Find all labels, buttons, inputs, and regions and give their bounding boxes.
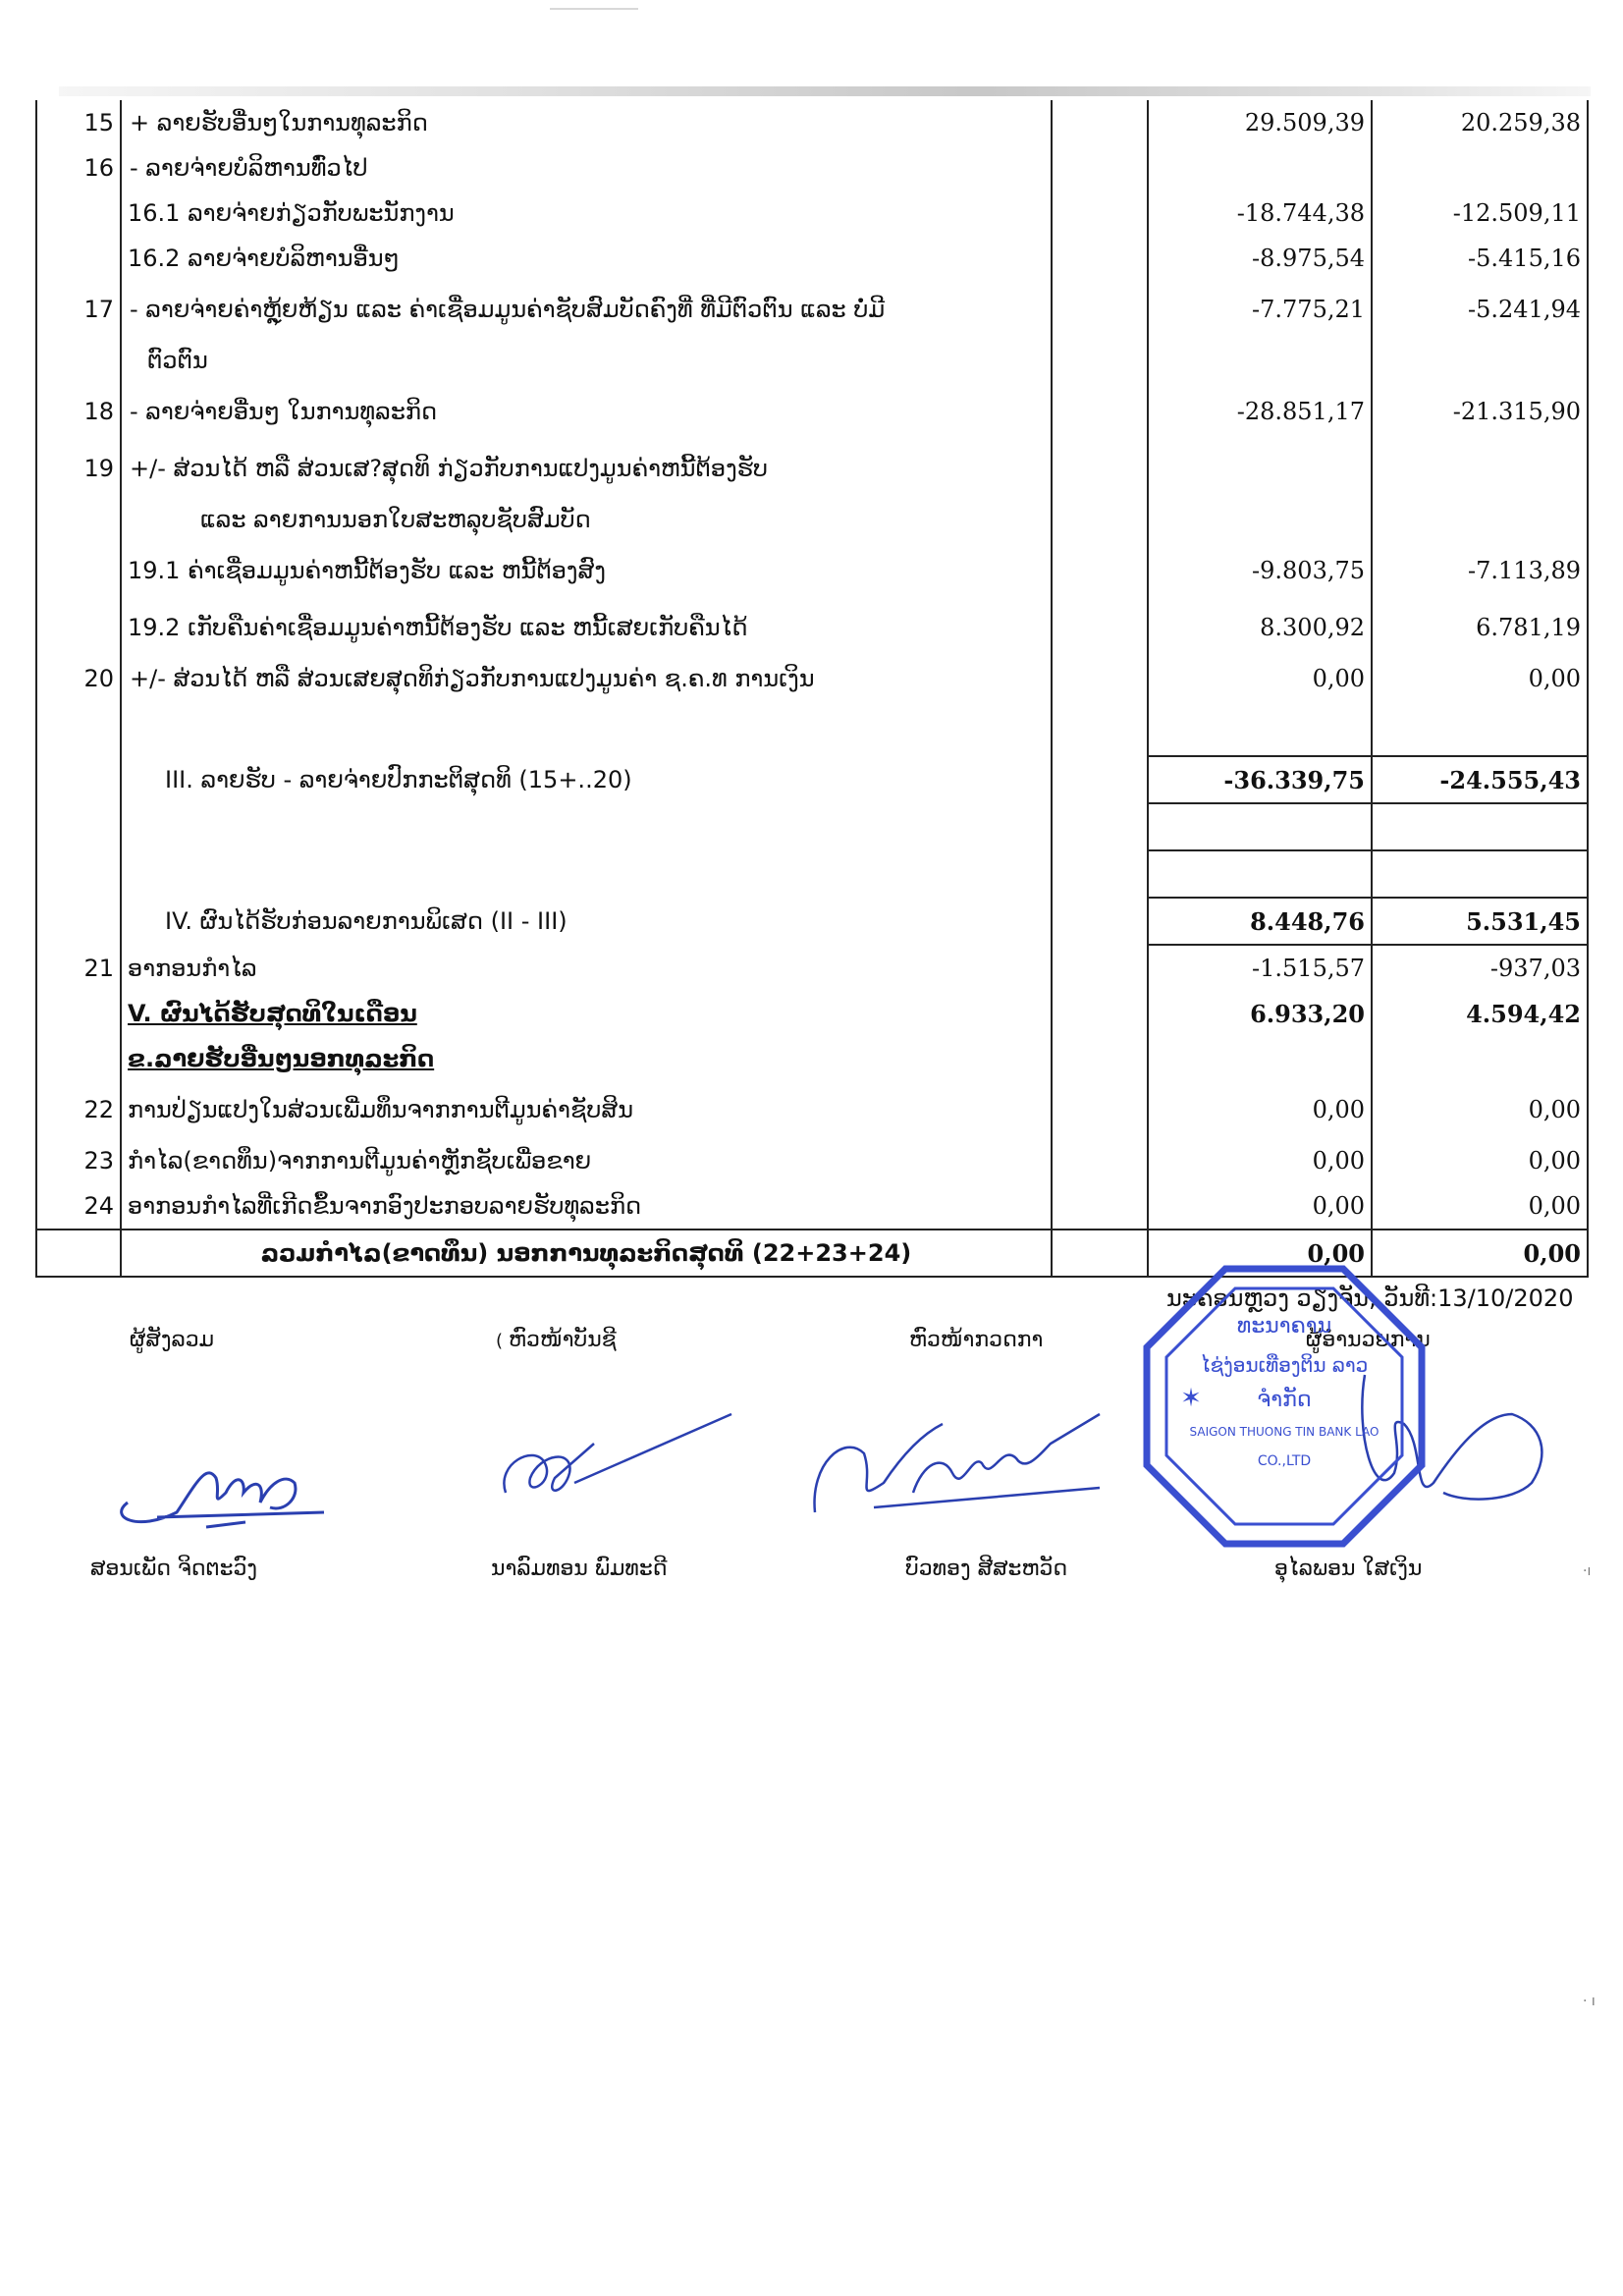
previous-value: -21.315,90 bbox=[1372, 383, 1588, 440]
income-statement-table bbox=[35, 100, 1589, 1278]
current-value: 29.509,39 bbox=[1148, 100, 1372, 145]
current-value bbox=[1148, 497, 1372, 542]
row-description: 16.2 ລາຍຈ່າຍບໍລິຫານອື່ນໆ bbox=[121, 236, 1052, 281]
table-row bbox=[36, 599, 1588, 656]
signature-3 bbox=[805, 1394, 1129, 1542]
net-result-label: V. ຜົນໄດ້ຮັບສຸດທິໃນເດືອນ bbox=[128, 1000, 417, 1027]
row-number bbox=[36, 1230, 121, 1277]
current-value: 8.300,92 bbox=[1148, 599, 1372, 656]
previous-value: 4.594,42 bbox=[1372, 991, 1588, 1036]
note-cell bbox=[1052, 383, 1148, 440]
signatory-title: ຫົວໜ້າກວດກາ bbox=[909, 1328, 1044, 1352]
row-number bbox=[36, 991, 121, 1036]
subtotal-row-v bbox=[36, 991, 1588, 1036]
table-row bbox=[36, 497, 1588, 542]
current-value: 0,00 bbox=[1148, 1183, 1372, 1230]
row-description: III. ລາຍຮັບ - ລາຍຈ່າຍປົກກະຕິສຸດທິ (15+..20) bbox=[121, 756, 1052, 803]
previous-value bbox=[1372, 145, 1588, 191]
table-row bbox=[36, 656, 1588, 701]
previous-value bbox=[1372, 803, 1588, 850]
previous-value: 20.259,38 bbox=[1372, 100, 1588, 145]
signature-1 bbox=[98, 1424, 334, 1542]
row-number bbox=[36, 236, 121, 281]
row-description: +/- ສ່ວນໄດ້ ຫລື ສ່ວນເສ?ສຸດທິ ກ່ຽວກັບການແປງມູນຄ່າຫນີ້ຕ້ອງຮັບ bbox=[121, 440, 1052, 497]
row-number bbox=[36, 898, 121, 945]
note-cell bbox=[1052, 850, 1148, 898]
current-value bbox=[1148, 338, 1372, 383]
row-description bbox=[121, 1036, 1052, 1081]
spacer-row bbox=[36, 701, 1588, 756]
previous-value: -7.113,89 bbox=[1372, 542, 1588, 599]
signatory-name: ສອນເພັດ ຈິດຕະວົງ bbox=[90, 1557, 258, 1581]
note-cell bbox=[1052, 542, 1148, 599]
signature-2 bbox=[486, 1404, 741, 1532]
seal-text-line3: ຈຳກັດ bbox=[1257, 1388, 1312, 1412]
note-cell bbox=[1052, 898, 1148, 945]
current-value: 0,00 bbox=[1148, 1081, 1372, 1138]
subtotal-row-iii bbox=[36, 756, 1588, 803]
place-date-line: ນະຄອນຫຼວງ ວຽງຈັນ, ວັນທີ:13/10/2020 bbox=[1166, 1285, 1574, 1312]
row-description: ອາກອນກຳໄລ bbox=[121, 945, 1052, 991]
note-cell bbox=[1052, 599, 1148, 656]
current-value: -8.975,54 bbox=[1148, 236, 1372, 281]
row-number bbox=[36, 850, 121, 898]
current-value: -9.803,75 bbox=[1148, 542, 1372, 599]
seal-text-line2: ໄຊ່ງ່ອນເທືອງຕິນ ລາວ bbox=[1200, 1353, 1369, 1377]
note-cell bbox=[1052, 1036, 1148, 1081]
table-row bbox=[36, 191, 1588, 236]
scan-edge-strip bbox=[59, 86, 1591, 96]
row-number: 21 bbox=[36, 945, 121, 991]
signatory-name: ອຸໄລພອນ ໃສເງິນ bbox=[1274, 1557, 1423, 1581]
note-cell bbox=[1052, 236, 1148, 281]
current-value: -28.851,17 bbox=[1148, 383, 1372, 440]
note-cell bbox=[1052, 1138, 1148, 1183]
row-number bbox=[36, 1036, 121, 1081]
current-value: 0,00 bbox=[1148, 656, 1372, 701]
signatory-title: ຜູ້ສັງລວມ bbox=[130, 1328, 215, 1352]
row-number: 20 bbox=[36, 656, 121, 701]
current-value: 8.448,76 bbox=[1148, 898, 1372, 945]
table-row bbox=[36, 338, 1588, 383]
seal-text-line4: SAIGON THUONG TIN BANK LAO bbox=[1189, 1425, 1380, 1439]
row-number: 15 bbox=[36, 100, 121, 145]
row-description: - ລາຍຈ່າຍບໍລິຫານທົ່ວໄປ bbox=[121, 145, 1052, 191]
row-description bbox=[121, 701, 1052, 756]
previous-value: -937,03 bbox=[1372, 945, 1588, 991]
row-description: 19.1 ຄ່າເຊື່ອມມູນຄ່າຫນີ້ຕ້ອງຮັບ ແລະ ຫນີ້ຕ້ອງສົງ bbox=[121, 542, 1052, 599]
note-cell bbox=[1052, 100, 1148, 145]
row-description: +/- ສ່ວນໄດ້ ຫລື ສ່ວນເສຍສຸດທິກ່ຽວກັບການແປງມູນຄ່າ ຊ.ຄ.ທ ການເງິນ bbox=[121, 656, 1052, 701]
previous-value bbox=[1372, 850, 1588, 898]
previous-value: 6.781,19 bbox=[1372, 599, 1588, 656]
row-number bbox=[36, 497, 121, 542]
spacer-row bbox=[36, 803, 1588, 850]
seal-text-line1: ທະນາຄານ bbox=[1236, 1314, 1332, 1339]
row-number: 23 bbox=[36, 1138, 121, 1183]
note-cell bbox=[1052, 191, 1148, 236]
row-description: - ລາຍຈ່າຍຄ່າຫຼຸ້ຍຫ້ຽນ ແລະ ຄ່າເຊື່ອມມູນຄ່າຊັບສົມບັດຄົງທີ່ ທີ່ມີຕົວຕົນ ແລະ ບໍ່ມີ bbox=[121, 281, 1052, 338]
note-cell bbox=[1052, 497, 1148, 542]
row-description: ລວມກຳໄລ(ຂາດທຶນ) ນອກການທຸລະກິດສຸດທິ (22+23+24) bbox=[121, 1230, 1052, 1277]
row-description bbox=[121, 850, 1052, 898]
table-row bbox=[36, 945, 1588, 991]
current-value: -36.339,75 bbox=[1148, 756, 1372, 803]
note-cell bbox=[1052, 1230, 1148, 1277]
previous-value: 0,00 bbox=[1372, 1183, 1588, 1230]
company-seal bbox=[1137, 1259, 1432, 1554]
table-row bbox=[36, 236, 1588, 281]
row-description bbox=[121, 803, 1052, 850]
table-row bbox=[36, 383, 1588, 440]
table-row bbox=[36, 145, 1588, 191]
row-number bbox=[36, 338, 121, 383]
note-cell bbox=[1052, 281, 1148, 338]
previous-value bbox=[1372, 1036, 1588, 1081]
previous-value bbox=[1372, 440, 1588, 497]
row-number bbox=[36, 803, 121, 850]
signatory-title-text: ຫົວໜ້າບັນຊີ bbox=[509, 1328, 617, 1352]
row-description bbox=[121, 991, 1052, 1036]
section-b-title: ຂ.ລາຍຮັບອື່ນໆນອກທຸລະກິດ bbox=[128, 1045, 435, 1072]
table-row bbox=[36, 1138, 1588, 1183]
scan-speck: ·ı bbox=[1583, 1563, 1592, 1579]
previous-value: 0,00 bbox=[1372, 1081, 1588, 1138]
pen-mark: ( bbox=[496, 1331, 504, 1351]
row-description: ກຳໄລ(ຂາດທຶນ)ຈາກການຕີມູນຄ່າຫຼັກຊັບເພື່ອຂາຍ bbox=[121, 1138, 1052, 1183]
current-value: 6.933,20 bbox=[1148, 991, 1372, 1036]
note-cell bbox=[1052, 945, 1148, 991]
subtotal-row-iv bbox=[36, 898, 1588, 945]
table-row bbox=[36, 100, 1588, 145]
row-number bbox=[36, 701, 121, 756]
row-description: ການປ່ຽນແປງໃນສ່ວນເພີ່ມທຶນຈາກການຕີມູນຄ່າຊັບສິນ bbox=[121, 1081, 1052, 1138]
row-number: 22 bbox=[36, 1081, 121, 1138]
previous-value bbox=[1372, 701, 1588, 756]
current-value bbox=[1148, 440, 1372, 497]
scan-speck: · ı bbox=[1583, 1994, 1596, 2009]
note-cell bbox=[1052, 803, 1148, 850]
current-value bbox=[1148, 145, 1372, 191]
seal-star-icon: ✶ bbox=[1180, 1384, 1202, 1413]
previous-value bbox=[1372, 338, 1588, 383]
note-cell bbox=[1052, 1183, 1148, 1230]
row-number: 17 bbox=[36, 281, 121, 338]
row-description: ຕົວຕົນ bbox=[121, 338, 1052, 383]
row-description: 19.2 ເກັບຄືນຄ່າເຊື່ອມມູນຄ່າຫນີ້ຕ້ອງຮັບ ແລະ ຫນີ້ເສຍເກັບຄືນໄດ້ bbox=[121, 599, 1052, 656]
row-number bbox=[36, 191, 121, 236]
row-description: ແລະ ລາຍການນອກໃບສະຫລຸບຊັບສົມບັດ bbox=[121, 497, 1052, 542]
current-value: 0,00 bbox=[1148, 1230, 1372, 1277]
current-value: -7.775,21 bbox=[1148, 281, 1372, 338]
signatory-name: ບົວທອງ ສີສະຫວັດ bbox=[905, 1557, 1068, 1581]
row-description: - ລາຍຈ່າຍອື່ນໆ ໃນການທຸລະກິດ bbox=[121, 383, 1052, 440]
previous-value: 5.531,45 bbox=[1372, 898, 1588, 945]
previous-value: -5.415,16 bbox=[1372, 236, 1588, 281]
note-cell bbox=[1052, 440, 1148, 497]
signatory-title bbox=[496, 1328, 617, 1352]
note-cell bbox=[1052, 701, 1148, 756]
note-cell bbox=[1052, 656, 1148, 701]
row-description: + ລາຍຮັບອື່ນໆໃນການທຸລະກິດ bbox=[121, 100, 1052, 145]
table-row bbox=[36, 542, 1588, 599]
spacer-row bbox=[36, 850, 1588, 898]
table-row bbox=[36, 440, 1588, 497]
signatory-title: ຜູ້ອຳນວຍການ bbox=[1306, 1328, 1431, 1352]
current-value: 0,00 bbox=[1148, 1138, 1372, 1183]
previous-value: -24.555,43 bbox=[1372, 756, 1588, 803]
current-value bbox=[1148, 701, 1372, 756]
note-cell bbox=[1052, 145, 1148, 191]
previous-value bbox=[1372, 497, 1588, 542]
note-cell bbox=[1052, 338, 1148, 383]
row-number: 16 bbox=[36, 145, 121, 191]
current-value bbox=[1148, 850, 1372, 898]
row-number: 24 bbox=[36, 1183, 121, 1230]
note-cell bbox=[1052, 1081, 1148, 1138]
row-description: 16.1 ລາຍຈ່າຍກ່ຽວກັບພະນັກງານ bbox=[121, 191, 1052, 236]
previous-value: 0,00 bbox=[1372, 1138, 1588, 1183]
note-cell bbox=[1052, 756, 1148, 803]
table-row bbox=[36, 1081, 1588, 1138]
scan-smudge bbox=[550, 8, 638, 10]
row-number bbox=[36, 542, 121, 599]
row-description: IV. ຜົນໄດ້ຮັບກ່ອນລາຍການພິເສດ (II - III) bbox=[121, 898, 1052, 945]
row-number: 19 bbox=[36, 440, 121, 497]
row-number bbox=[36, 599, 121, 656]
previous-value: 0,00 bbox=[1372, 1230, 1588, 1277]
current-value bbox=[1148, 1036, 1372, 1081]
current-value bbox=[1148, 803, 1372, 850]
row-number bbox=[36, 756, 121, 803]
previous-value: 0,00 bbox=[1372, 656, 1588, 701]
seal-text-line5: CO.,LTD bbox=[1257, 1453, 1312, 1469]
table-row bbox=[36, 1183, 1588, 1230]
row-description: ອາກອນກຳໄລທີ່ເກີດຂຶ້ນຈາກອົງປະກອບລາຍຮັບທຸລະກິດ bbox=[121, 1183, 1052, 1230]
current-value: -1.515,57 bbox=[1148, 945, 1372, 991]
note-cell bbox=[1052, 991, 1148, 1036]
table-row bbox=[36, 281, 1588, 338]
row-number: 18 bbox=[36, 383, 121, 440]
previous-value: -12.509,11 bbox=[1372, 191, 1588, 236]
current-value: -18.744,38 bbox=[1148, 191, 1372, 236]
section-header-row bbox=[36, 1036, 1588, 1081]
previous-value: -5.241,94 bbox=[1372, 281, 1588, 338]
signatory-name: ນາລົມທອນ ພົມທະດີ bbox=[491, 1557, 668, 1581]
